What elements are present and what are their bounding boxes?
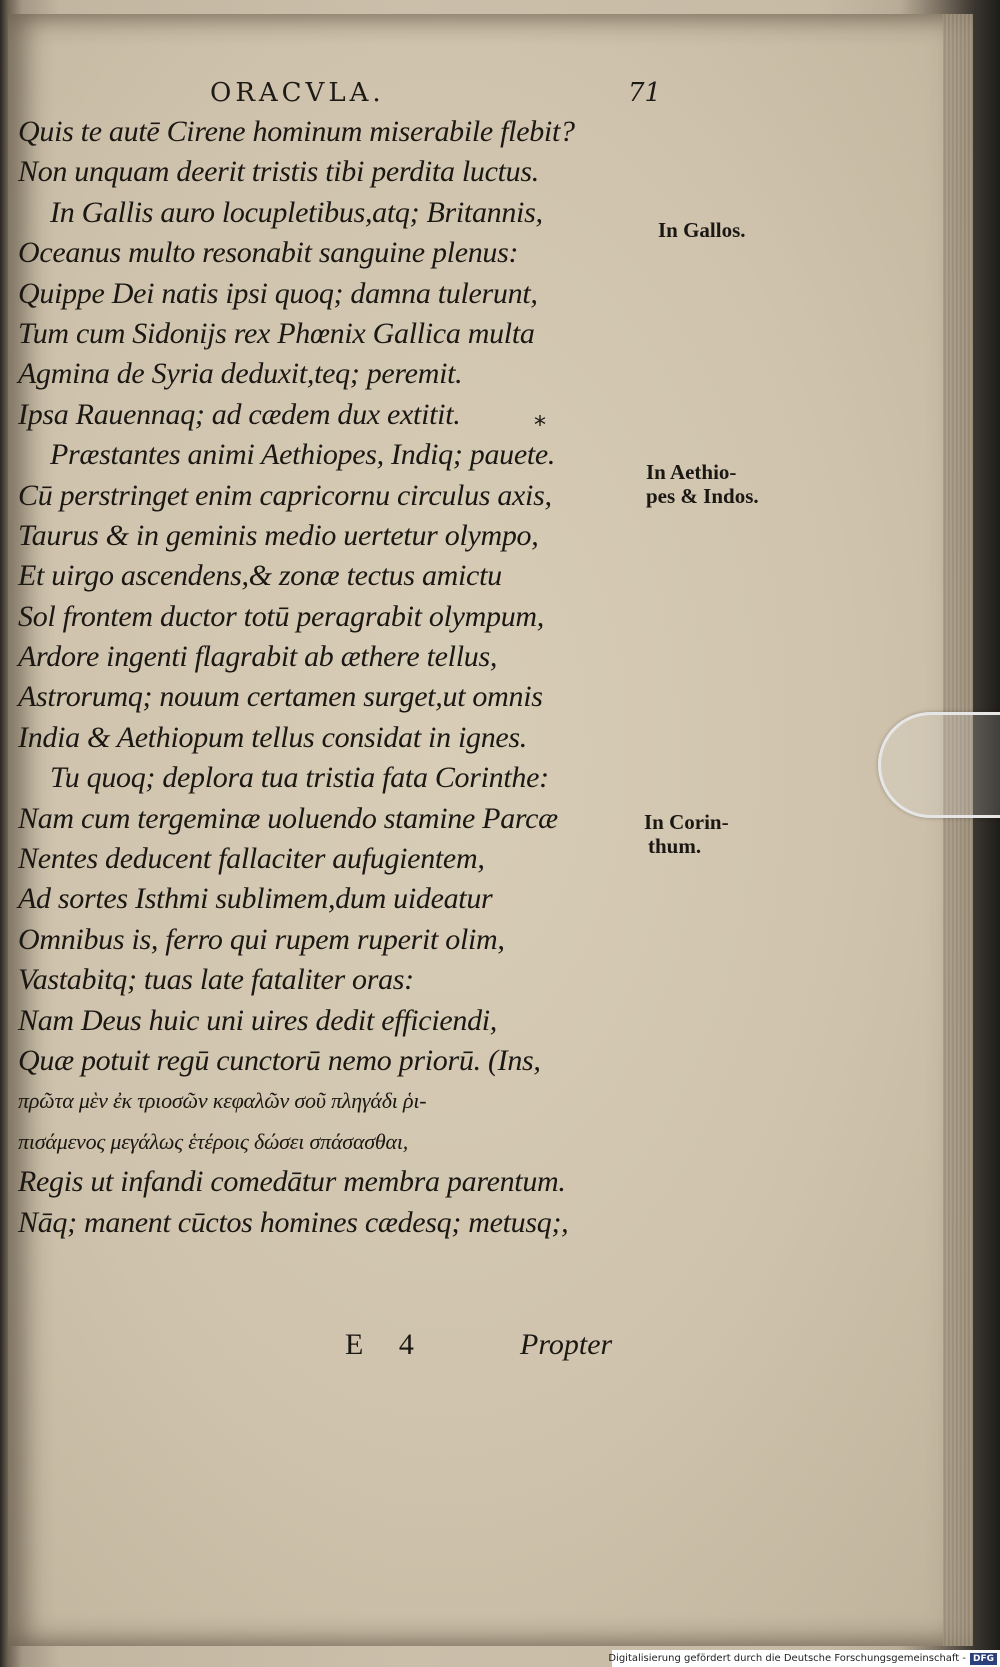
text-line: Astrorumq; nouum certamen surget,ut omnis [18, 680, 543, 714]
text-line: Omnibus is, ferro qui rupem ruperit olim, [18, 922, 505, 956]
text-line: In Gallis auro locupletibus,atq; Britannis, [50, 195, 543, 229]
main-text [18, 112, 638, 1243]
text-line: Ardore ingenti flagrabit ab æthere tellus, [18, 640, 498, 674]
margin-note-aethiopes-2: pes & Indos. [646, 484, 759, 508]
text-line: Nam Deus huic uni uires dedit efficiendi, [18, 1003, 498, 1037]
page-number: 71 [628, 78, 662, 108]
text-line: Cū perstringet enim capricornu circulus axis, [18, 478, 552, 512]
text-line: Sol frontem ductor totū peragrabit olympum, [18, 599, 544, 633]
text-line: Tu quoq; deplora tua tristia fata Corinthe: [50, 761, 549, 795]
text-line: Quæ potuit regū cunctorū nemo priorū. (Ins, [18, 1043, 541, 1077]
text-line: Regis ut infandi comedātur membra parentum. [18, 1165, 566, 1199]
text-line: Ipsa Rauennaq; ad cædem dux extitit. [18, 397, 461, 431]
margin-note-gallos: In Gallos. [658, 218, 746, 242]
text-line: Quis te autē Cirene hominum miserabile flebit? [18, 115, 575, 148]
greek-line: πισάμενος μεγάλως ἑτέροις δώσει σπάσασθαι, [18, 1128, 409, 1154]
text-line: Non unquam deerit tristis tibi perdita luctus. [18, 155, 539, 189]
signature-mark: E 4 [345, 1328, 428, 1361]
text-line: India & Aethiopum tellus considat in ignes. [18, 720, 528, 754]
margin-note-corinthum-1: In Corin- [644, 810, 729, 834]
greek-line: πρῶτα μὲν ἐκ τριοσῶν κεφαλῶν σοῦ πληγάδι ῥι- [18, 1088, 427, 1114]
text-line: Oceanus multo resonabit sanguine plenus: [18, 236, 519, 270]
running-head: ORACVLA. [210, 78, 385, 108]
text-line: Nam cum tergeminæ uoluendo stamine Parcæ [18, 801, 558, 835]
text-line: Ad sortes Isthmi sublimem,dum uideatur [18, 882, 493, 916]
margin-note-aethiopes-1: In Aethio- [646, 460, 737, 484]
page-clip [878, 712, 1000, 818]
text-line: Et uirgo ascendens,& zonæ tectus amictu [18, 559, 502, 593]
margin-note-corinthum-2: thum. [648, 834, 702, 858]
text-line: Nentes deducent fallaciter aufugientem, [18, 842, 485, 876]
digitization-credit-bar [608, 1650, 1000, 1667]
text-line: Quippe Dei natis ipsi quoq; damna tulerunt, [18, 276, 538, 310]
text-line: Taurus & in geminis medio uertetur olympo, [18, 518, 539, 552]
text-line: Præstantes animi Aethiopes, Indiq; pauete. [50, 438, 556, 472]
dfg-logo: DFG [970, 1653, 997, 1665]
text-line: Agmina de Syria deduxit,teq; peremit. [18, 357, 463, 391]
text-line: Vastabitq; tuas late fataliter oras: [18, 963, 414, 997]
catchword: Propter [520, 1328, 613, 1361]
credit-text: Digitalisierung gefördert durch die Deutsche Forschungsgemeinschaft - [608, 1653, 966, 1664]
asterisk-marker: * [534, 411, 546, 439]
text-line: Tum cum Sidonijs rex Phœnix Gallica multa [18, 316, 535, 350]
page-edges [943, 14, 973, 1646]
text-line: Nāq; manent cūctos homines cædesq; metusq;, [18, 1205, 569, 1239]
